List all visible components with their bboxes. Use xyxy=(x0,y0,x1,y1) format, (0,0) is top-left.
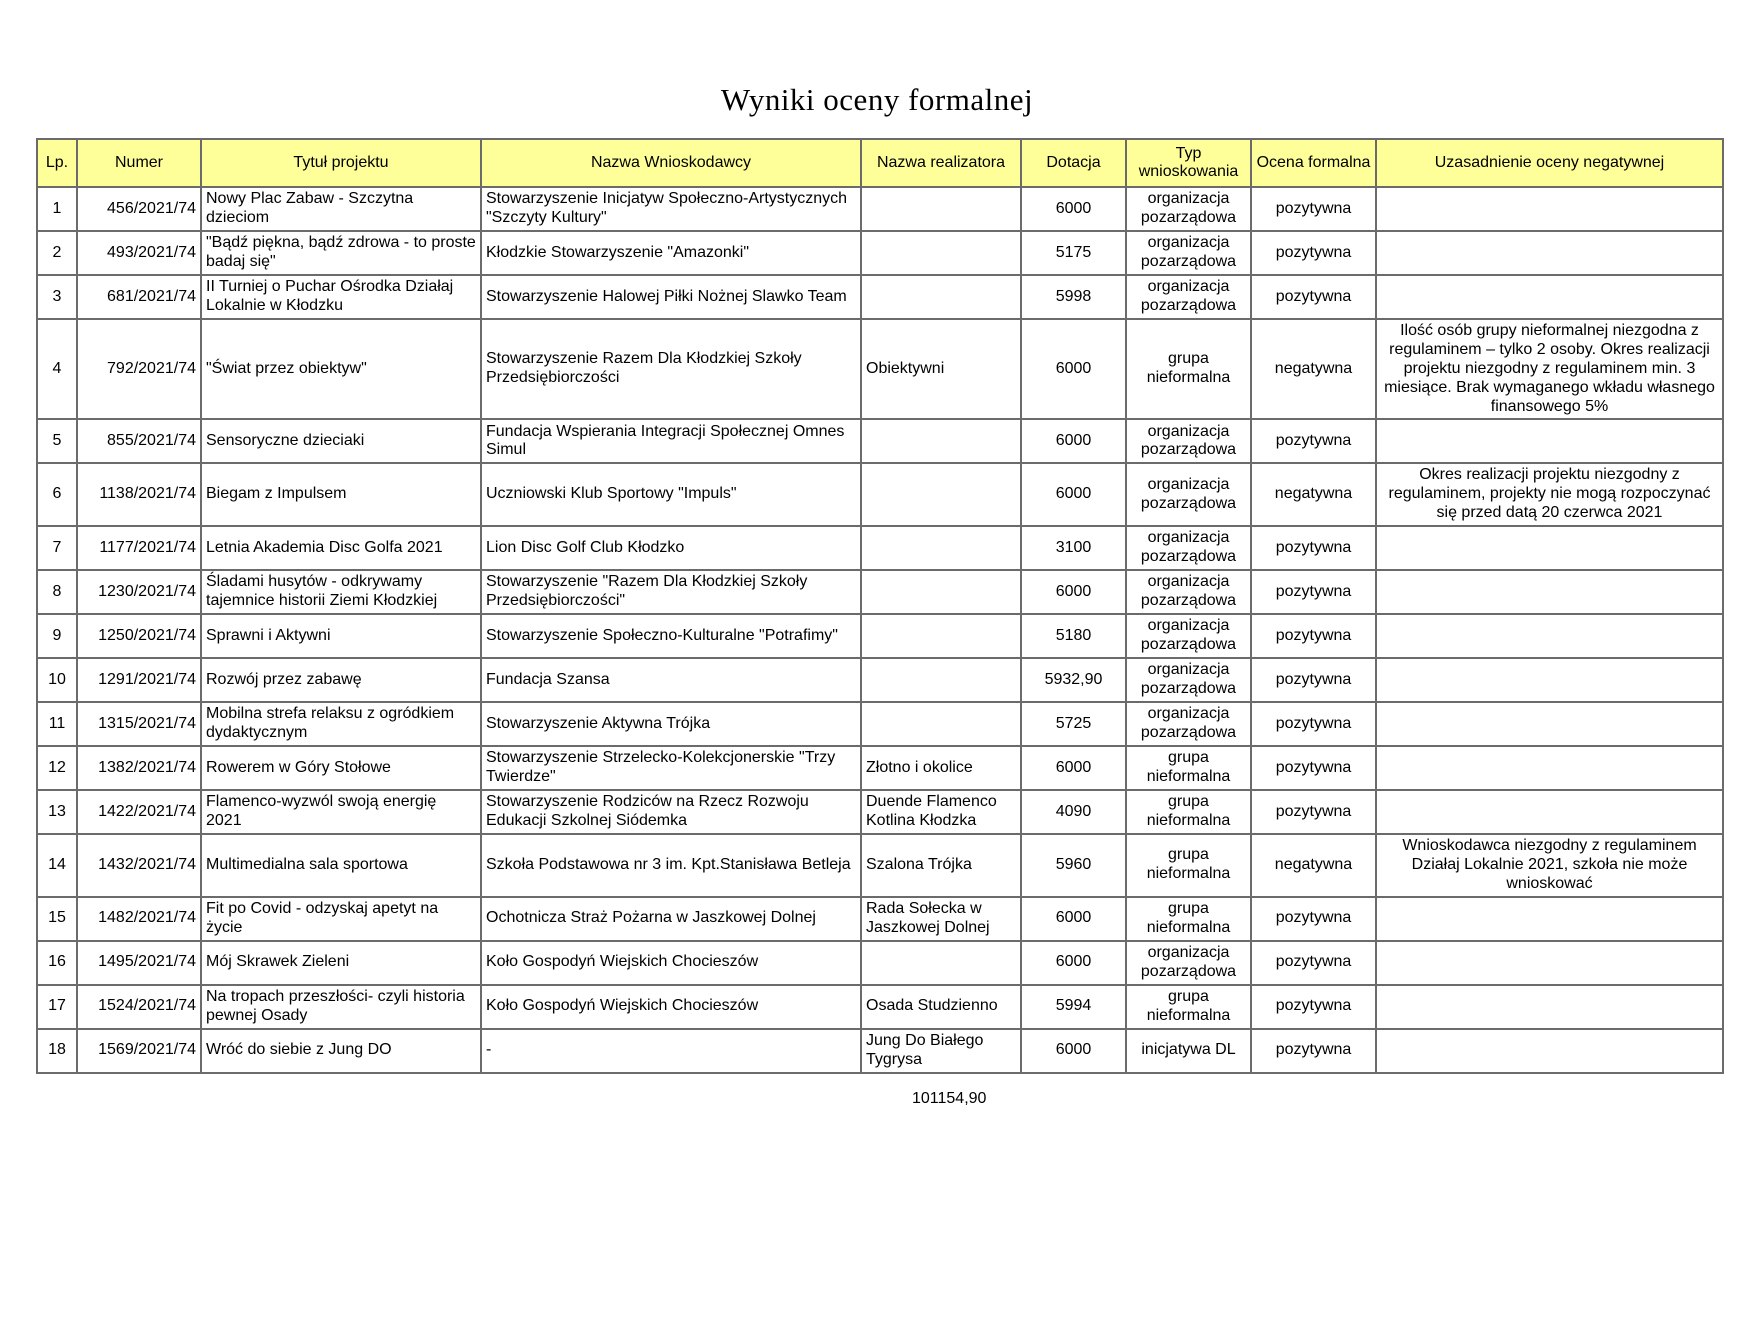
cell-dotacja: 5725 xyxy=(1021,702,1126,746)
cell-nazwa-realizatora xyxy=(861,187,1021,231)
cell-numer: 456/2021/74 xyxy=(77,187,201,231)
cell-tytul-projektu: Biegam z Impulsem xyxy=(201,463,481,526)
cell-uzasadnienie-oceny-negatywnej xyxy=(1376,614,1723,658)
cell-nazwa-wnioskodawcy: - xyxy=(481,1029,861,1073)
cell-typ-wnioskowania: organizacja pozarządowa xyxy=(1126,658,1251,702)
cell-nazwa-wnioskodawcy: Szkoła Podstawowa nr 3 im. Kpt.Stanisława Betleja xyxy=(481,834,861,897)
cell-ocena-formalna: pozytywna xyxy=(1251,614,1376,658)
header-cell-lp: Lp. xyxy=(37,139,77,187)
cell-lp: 2 xyxy=(37,231,77,275)
cell-nazwa-realizatora xyxy=(861,231,1021,275)
cell-numer: 1432/2021/74 xyxy=(77,834,201,897)
cell-lp: 10 xyxy=(37,658,77,702)
cell-dotacja: 6000 xyxy=(1021,746,1126,790)
cell-uzasadnienie-oceny-negatywnej xyxy=(1376,419,1723,463)
cell-typ-wnioskowania: organizacja pozarządowa xyxy=(1126,702,1251,746)
header-cell-uzasadnienie: Uzasadnienie oceny negatywnej xyxy=(1376,139,1723,187)
cell-dotacja: 5998 xyxy=(1021,275,1126,319)
cell-uzasadnienie-oceny-negatywnej xyxy=(1376,790,1723,834)
cell-tytul-projektu: Śladami husytów - odkrywamy tajemnice historii Ziemi Kłodzkiej xyxy=(201,570,481,614)
cell-uzasadnienie-oceny-negatywnej xyxy=(1376,941,1723,985)
table-row xyxy=(37,526,1723,570)
cell-nazwa-wnioskodawcy: Lion Disc Golf Club Kłodzko xyxy=(481,526,861,570)
cell-lp: 3 xyxy=(37,275,77,319)
cell-lp: 15 xyxy=(37,897,77,941)
results-table xyxy=(36,138,1724,1074)
cell-nazwa-realizatora: Złotno i okolice xyxy=(861,746,1021,790)
cell-nazwa-realizatora xyxy=(861,614,1021,658)
cell-typ-wnioskowania: organizacja pozarządowa xyxy=(1126,614,1251,658)
cell-lp: 17 xyxy=(37,985,77,1029)
cell-typ-wnioskowania: organizacja pozarządowa xyxy=(1126,526,1251,570)
cell-nazwa-wnioskodawcy: Stowarzyszenie Razem Dla Kłodzkiej Szkoły Przedsiębiorczości xyxy=(481,319,861,419)
page-title: Wyniki oceny formalnej xyxy=(720,82,1034,117)
cell-nazwa-realizatora xyxy=(861,275,1021,319)
cell-tytul-projektu: Na tropach przeszłości- czyli historia pewnej Osady xyxy=(201,985,481,1029)
cell-tytul-projektu: Rozwój przez zabawę xyxy=(201,658,481,702)
cell-lp: 5 xyxy=(37,419,77,463)
cell-nazwa-wnioskodawcy: Fundacja Wspierania Integracji Społecznej Omnes Simul xyxy=(481,419,861,463)
cell-lp: 11 xyxy=(37,702,77,746)
cell-nazwa-realizatora: Duende Flamenco Kotlina Kłodzka xyxy=(861,790,1021,834)
cell-lp: 4 xyxy=(37,319,77,419)
cell-nazwa-wnioskodawcy: Koło Gospodyń Wiejskich Chocieszów xyxy=(481,985,861,1029)
cell-tytul-projektu: Rowerem w Góry Stołowe xyxy=(201,746,481,790)
cell-tytul-projektu: Sprawni i Aktywni xyxy=(201,614,481,658)
cell-dotacja: 6000 xyxy=(1021,897,1126,941)
cell-ocena-formalna: pozytywna xyxy=(1251,658,1376,702)
cell-ocena-formalna: pozytywna xyxy=(1251,231,1376,275)
cell-lp: 12 xyxy=(37,746,77,790)
cell-dotacja: 6000 xyxy=(1021,419,1126,463)
table-row xyxy=(37,790,1723,834)
table-row xyxy=(37,419,1723,463)
cell-dotacja: 3100 xyxy=(1021,526,1126,570)
cell-typ-wnioskowania: organizacja pozarządowa xyxy=(1126,941,1251,985)
cell-dotacja: 5175 xyxy=(1021,231,1126,275)
cell-dotacja: 6000 xyxy=(1021,570,1126,614)
header-cell-ocena-formalna: Ocena formalna xyxy=(1251,139,1376,187)
cell-nazwa-wnioskodawcy: Fundacja Szansa xyxy=(481,658,861,702)
cell-tytul-projektu: Multimedialna sala sportowa xyxy=(201,834,481,897)
cell-ocena-formalna: pozytywna xyxy=(1251,746,1376,790)
cell-dotacja: 6000 xyxy=(1021,187,1126,231)
cell-uzasadnienie-oceny-negatywnej xyxy=(1376,702,1723,746)
table-row xyxy=(37,897,1723,941)
header-cell-typ-wnioskowania: Typ wnioskowania xyxy=(1126,139,1251,187)
cell-numer: 1482/2021/74 xyxy=(77,897,201,941)
cell-numer: 1291/2021/74 xyxy=(77,658,201,702)
cell-ocena-formalna: pozytywna xyxy=(1251,187,1376,231)
table-row xyxy=(37,614,1723,658)
results-table-body xyxy=(37,187,1723,1073)
table-row xyxy=(37,941,1723,985)
results-table-header xyxy=(37,139,1723,187)
cell-numer: 493/2021/74 xyxy=(77,231,201,275)
cell-numer: 1495/2021/74 xyxy=(77,941,201,985)
cell-nazwa-wnioskodawcy: Uczniowski Klub Sportowy "Impuls" xyxy=(481,463,861,526)
cell-ocena-formalna: pozytywna xyxy=(1251,985,1376,1029)
cell-nazwa-wnioskodawcy: Stowarzyszenie Strzelecko-Kolekcjonerskie "Trzy Twierdze" xyxy=(481,746,861,790)
cell-ocena-formalna: pozytywna xyxy=(1251,419,1376,463)
cell-ocena-formalna: pozytywna xyxy=(1251,526,1376,570)
header-cell-numer: Numer xyxy=(77,139,201,187)
cell-ocena-formalna: pozytywna xyxy=(1251,790,1376,834)
cell-lp: 9 xyxy=(37,614,77,658)
table-row xyxy=(37,658,1723,702)
cell-tytul-projektu: Sensoryczne dzieciaki xyxy=(201,419,481,463)
cell-uzasadnienie-oceny-negatywnej xyxy=(1376,526,1723,570)
cell-nazwa-realizatora xyxy=(861,702,1021,746)
cell-nazwa-realizatora xyxy=(861,526,1021,570)
cell-numer: 681/2021/74 xyxy=(77,275,201,319)
cell-uzasadnienie-oceny-negatywnej xyxy=(1376,746,1723,790)
cell-numer: 1230/2021/74 xyxy=(77,570,201,614)
cell-ocena-formalna: pozytywna xyxy=(1251,702,1376,746)
header-cell-dotacja: Dotacja xyxy=(1021,139,1126,187)
table-row xyxy=(37,275,1723,319)
cell-nazwa-realizatora xyxy=(861,570,1021,614)
cell-tytul-projektu: Letnia Akademia Disc Golfa 2021 xyxy=(201,526,481,570)
table-row xyxy=(37,463,1723,526)
cell-typ-wnioskowania: grupa nieformalna xyxy=(1126,985,1251,1029)
cell-nazwa-realizatora xyxy=(861,658,1021,702)
cell-numer: 1382/2021/74 xyxy=(77,746,201,790)
table-row xyxy=(37,1029,1723,1073)
table-row xyxy=(37,570,1723,614)
cell-nazwa-realizatora xyxy=(861,419,1021,463)
cell-dotacja: 6000 xyxy=(1021,463,1126,526)
cell-nazwa-realizatora: Jung Do Białego Tygrysa xyxy=(861,1029,1021,1073)
cell-uzasadnienie-oceny-negatywnej xyxy=(1376,985,1723,1029)
cell-typ-wnioskowania: inicjatywa DL xyxy=(1126,1029,1251,1073)
cell-ocena-formalna: negatywna xyxy=(1251,834,1376,897)
header-cell-tytul-projektu: Tytuł projektu xyxy=(201,139,481,187)
header-cell-nazwa-realizatora: Nazwa realizatora xyxy=(861,139,1021,187)
grand-total-value: 101154,90 xyxy=(912,1089,987,1107)
cell-nazwa-realizatora: Obiektywni xyxy=(861,319,1021,419)
table-row xyxy=(37,834,1723,897)
cell-nazwa-realizatora xyxy=(861,463,1021,526)
table-row xyxy=(37,187,1723,231)
cell-ocena-formalna: pozytywna xyxy=(1251,897,1376,941)
cell-numer: 1524/2021/74 xyxy=(77,985,201,1029)
cell-tytul-projektu: "Świat przez obiektyw" xyxy=(201,319,481,419)
document-page xyxy=(0,82,1754,1321)
cell-ocena-formalna: negatywna xyxy=(1251,463,1376,526)
cell-dotacja: 6000 xyxy=(1021,319,1126,419)
header-row xyxy=(37,139,1723,187)
cell-nazwa-realizatora xyxy=(861,941,1021,985)
cell-nazwa-wnioskodawcy: Stowarzyszenie "Razem Dla Kłodzkiej Szkoły Przedsiębiorczości" xyxy=(481,570,861,614)
cell-typ-wnioskowania: grupa nieformalna xyxy=(1126,897,1251,941)
cell-uzasadnienie-oceny-negatywnej xyxy=(1376,570,1723,614)
cell-lp: 7 xyxy=(37,526,77,570)
cell-nazwa-realizatora: Osada Studzienno xyxy=(861,985,1021,1029)
cell-dotacja: 5994 xyxy=(1021,985,1126,1029)
cell-uzasadnienie-oceny-negatywnej xyxy=(1376,275,1723,319)
cell-nazwa-realizatora: Szalona Trójka xyxy=(861,834,1021,897)
cell-tytul-projektu: Nowy Plac Zabaw - Szczytna dzieciom xyxy=(201,187,481,231)
cell-tytul-projektu: "Bądź piękna, bądź zdrowa - to proste badaj się" xyxy=(201,231,481,275)
cell-uzasadnienie-oceny-negatywnej xyxy=(1376,187,1723,231)
cell-ocena-formalna: pozytywna xyxy=(1251,275,1376,319)
cell-numer: 792/2021/74 xyxy=(77,319,201,419)
cell-tytul-projektu: Mobilna strefa relaksu z ogródkiem dydaktycznym xyxy=(201,702,481,746)
cell-numer: 855/2021/74 xyxy=(77,419,201,463)
cell-nazwa-wnioskodawcy: Stowarzyszenie Halowej Piłki Nożnej Slawko Team xyxy=(481,275,861,319)
cell-nazwa-wnioskodawcy: Stowarzyszenie Inicjatyw Społeczno-Artystycznych "Szczyty Kultury" xyxy=(481,187,861,231)
cell-lp: 14 xyxy=(37,834,77,897)
cell-uzasadnienie-oceny-negatywnej xyxy=(1376,1029,1723,1073)
cell-nazwa-wnioskodawcy: Koło Gospodyń Wiejskich Chocieszów xyxy=(481,941,861,985)
cell-dotacja: 6000 xyxy=(1021,941,1126,985)
cell-numer: 1422/2021/74 xyxy=(77,790,201,834)
cell-nazwa-wnioskodawcy: Stowarzyszenie Społeczno-Kulturalne "Potrafimy" xyxy=(481,614,861,658)
table-row xyxy=(37,319,1723,419)
cell-uzasadnienie-oceny-negatywnej xyxy=(1376,658,1723,702)
cell-dotacja: 5180 xyxy=(1021,614,1126,658)
cell-lp: 8 xyxy=(37,570,77,614)
cell-typ-wnioskowania: organizacja pozarządowa xyxy=(1126,231,1251,275)
cell-uzasadnienie-oceny-negatywnej: Ilość osób grupy nieformalnej niezgodna z regulaminem – tylko 2 osoby. Okres realizacji projektu niezgodny z regulaminem min. 3 miesiące. Brak wymaganego wkładu własnego finansowego 5% xyxy=(1376,319,1723,419)
cell-lp: 18 xyxy=(37,1029,77,1073)
cell-typ-wnioskowania: grupa nieformalna xyxy=(1126,790,1251,834)
cell-typ-wnioskowania: grupa nieformalna xyxy=(1126,834,1251,897)
cell-numer: 1177/2021/74 xyxy=(77,526,201,570)
cell-typ-wnioskowania: grupa nieformalna xyxy=(1126,319,1251,419)
cell-typ-wnioskowania: organizacja pozarządowa xyxy=(1126,419,1251,463)
cell-lp: 16 xyxy=(37,941,77,985)
cell-uzasadnienie-oceny-negatywnej: Wnioskodawca niezgodny z regulaminem Działaj Lokalnie 2021, szkoła nie może wnioskować xyxy=(1376,834,1723,897)
cell-dotacja: 5960 xyxy=(1021,834,1126,897)
cell-lp: 13 xyxy=(37,790,77,834)
table-row xyxy=(37,231,1723,275)
cell-uzasadnienie-oceny-negatywnej: Okres realizacji projektu niezgodny z regulaminem, projekty nie mogą rozpoczynać się przed datą 20 czerwca 2021 xyxy=(1376,463,1723,526)
cell-dotacja: 6000 xyxy=(1021,1029,1126,1073)
cell-nazwa-wnioskodawcy: Stowarzyszenie Aktywna Trójka xyxy=(481,702,861,746)
cell-dotacja: 4090 xyxy=(1021,790,1126,834)
cell-numer: 1250/2021/74 xyxy=(77,614,201,658)
cell-uzasadnienie-oceny-negatywnej xyxy=(1376,231,1723,275)
table-row xyxy=(37,702,1723,746)
cell-typ-wnioskowania: grupa nieformalna xyxy=(1126,746,1251,790)
cell-numer: 1138/2021/74 xyxy=(77,463,201,526)
cell-ocena-formalna: pozytywna xyxy=(1251,1029,1376,1073)
header-cell-nazwa-wnioskodawcy: Nazwa Wnioskodawcy xyxy=(481,139,861,187)
cell-typ-wnioskowania: organizacja pozarządowa xyxy=(1126,275,1251,319)
cell-nazwa-wnioskodawcy: Kłodzkie Stowarzyszenie "Amazonki" xyxy=(481,231,861,275)
cell-ocena-formalna: negatywna xyxy=(1251,319,1376,419)
cell-uzasadnienie-oceny-negatywnej xyxy=(1376,897,1723,941)
cell-tytul-projektu: II Turniej o Puchar Ośrodka Działaj Lokalnie w Kłodzku xyxy=(201,275,481,319)
cell-nazwa-wnioskodawcy: Ochotnicza Straż Pożarna w Jaszkowej Dolnej xyxy=(481,897,861,941)
cell-typ-wnioskowania: organizacja pozarządowa xyxy=(1126,570,1251,614)
cell-ocena-formalna: pozytywna xyxy=(1251,941,1376,985)
cell-nazwa-wnioskodawcy: Stowarzyszenie Rodziców na Rzecz Rozwoju Edukacji Szkolnej Siódemka xyxy=(481,790,861,834)
cell-tytul-projektu: Fit po Covid - odzyskaj apetyt na życie xyxy=(201,897,481,941)
cell-lp: 6 xyxy=(37,463,77,526)
cell-typ-wnioskowania: organizacja pozarządowa xyxy=(1126,187,1251,231)
cell-lp: 1 xyxy=(37,187,77,231)
table-row xyxy=(37,746,1723,790)
cell-tytul-projektu: Mój Skrawek Zieleni xyxy=(201,941,481,985)
cell-tytul-projektu: Flamenco-wyzwól swoją energię 2021 xyxy=(201,790,481,834)
cell-numer: 1569/2021/74 xyxy=(77,1029,201,1073)
cell-typ-wnioskowania: organizacja pozarządowa xyxy=(1126,463,1251,526)
cell-nazwa-realizatora: Rada Sołecka w Jaszkowej Dolnej xyxy=(861,897,1021,941)
cell-ocena-formalna: pozytywna xyxy=(1251,570,1376,614)
cell-dotacja: 5932,90 xyxy=(1021,658,1126,702)
cell-numer: 1315/2021/74 xyxy=(77,702,201,746)
cell-tytul-projektu: Wróć do siebie z Jung DO xyxy=(201,1029,481,1073)
table-row xyxy=(37,985,1723,1029)
